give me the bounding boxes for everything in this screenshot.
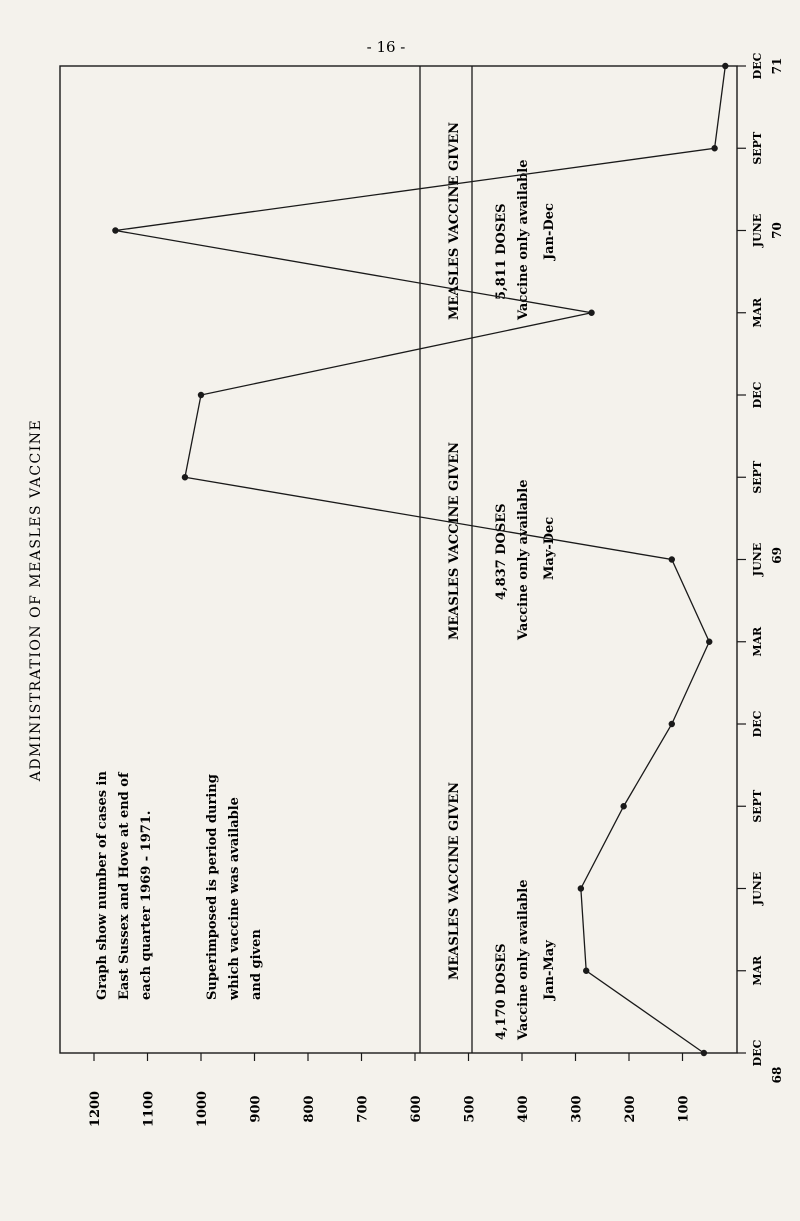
value-tick-label: 1200 — [88, 1090, 103, 1128]
caption-line-5: which vaccine was available — [227, 797, 242, 1000]
period-1-months: Jan-May — [542, 940, 557, 1000]
quarter-tick-label: DEC — [751, 1039, 764, 1067]
quarter-tick-label: DEC — [751, 52, 764, 80]
data-point — [198, 392, 204, 398]
side-title: ADMINISTRATION OF MEASLES VACCINE — [28, 418, 44, 782]
data-point — [711, 145, 717, 151]
quarter-tick-label: MAR — [751, 297, 764, 328]
value-tick-label: 900 — [248, 1095, 264, 1123]
quarter-tick-label: SEPT — [751, 131, 764, 165]
quarter-tick-label: DEC — [751, 710, 764, 738]
data-point — [706, 639, 712, 645]
quarter-tick-label: SEPT — [751, 789, 764, 823]
value-tick-label: 1000 — [195, 1090, 210, 1128]
data-point — [669, 721, 675, 727]
period-1 — [447, 782, 557, 1041]
year-label: 69 — [770, 547, 784, 564]
period-3-availability: Vaccine only available — [516, 159, 531, 320]
data-point — [583, 968, 589, 974]
year-label: 68 — [770, 1066, 784, 1084]
data-point — [722, 63, 728, 69]
page-number: - 16 - — [366, 38, 406, 56]
period-1-availability: Vaccine only available — [516, 879, 531, 1040]
period-2 — [447, 442, 557, 641]
year-label: 70 — [770, 222, 784, 239]
value-tick-label: 600 — [409, 1095, 424, 1123]
period-3-doses: 5,811 DOSES — [494, 203, 509, 300]
quarter-tick-label: SEPT — [751, 460, 764, 494]
value-tick-label: 800 — [302, 1095, 317, 1123]
data-point — [182, 474, 188, 480]
period-3-months: Jan-Dec — [542, 203, 557, 260]
caption-line-2: East Sussex and Hove at end of — [117, 772, 132, 1000]
quarter-tick-label: JUNE — [751, 213, 764, 248]
data-point — [620, 803, 626, 809]
value-tick-label: 400 — [516, 1095, 531, 1123]
value-axis — [88, 1053, 692, 1127]
data-point — [588, 310, 594, 316]
caption-line-4: Superimposed is period during — [205, 774, 220, 1000]
value-tick-label: 500 — [462, 1095, 478, 1123]
value-tick-label: 300 — [569, 1095, 585, 1123]
data-point — [701, 1050, 707, 1056]
value-tick-label: 700 — [355, 1095, 371, 1123]
data-point — [669, 556, 675, 562]
quarter-tick-label: MAR — [751, 955, 764, 986]
quarter-tick-label: JUNE — [751, 542, 764, 577]
period-1-doses: 4,170 DOSES — [494, 943, 509, 1040]
caption-block — [95, 771, 264, 1001]
value-tick-label: 1100 — [141, 1090, 157, 1128]
quarter-axis — [737, 52, 784, 1083]
caption-line-6: and given — [249, 929, 264, 1000]
period-2-doses: 4,837 DOSES — [494, 503, 509, 600]
period-labels — [447, 122, 557, 1041]
period-3-title: MEASLES VACCINE GIVEN — [447, 121, 462, 320]
plot-frame — [60, 66, 737, 1053]
period-2-months: May-Dec — [542, 516, 557, 580]
data-point — [578, 885, 584, 891]
value-tick-label: 100 — [676, 1095, 692, 1123]
value-tick-label: 200 — [623, 1095, 638, 1123]
data-point — [112, 227, 118, 233]
caption-line-3: each quarter 1969 - 1971. — [139, 810, 154, 1000]
period-2-title: MEASLES VACCINE GIVEN — [447, 441, 462, 640]
period-1-title: MEASLES VACCINE GIVEN — [447, 781, 462, 980]
quarter-tick-label: DEC — [751, 381, 764, 409]
year-label: 71 — [770, 57, 784, 75]
quarter-tick-label: JUNE — [751, 871, 764, 906]
caption-line-1: Graph show number of cases in — [95, 771, 110, 1000]
period-2-availability: Vaccine only available — [516, 479, 531, 640]
quarter-tick-label: MAR — [751, 626, 764, 657]
